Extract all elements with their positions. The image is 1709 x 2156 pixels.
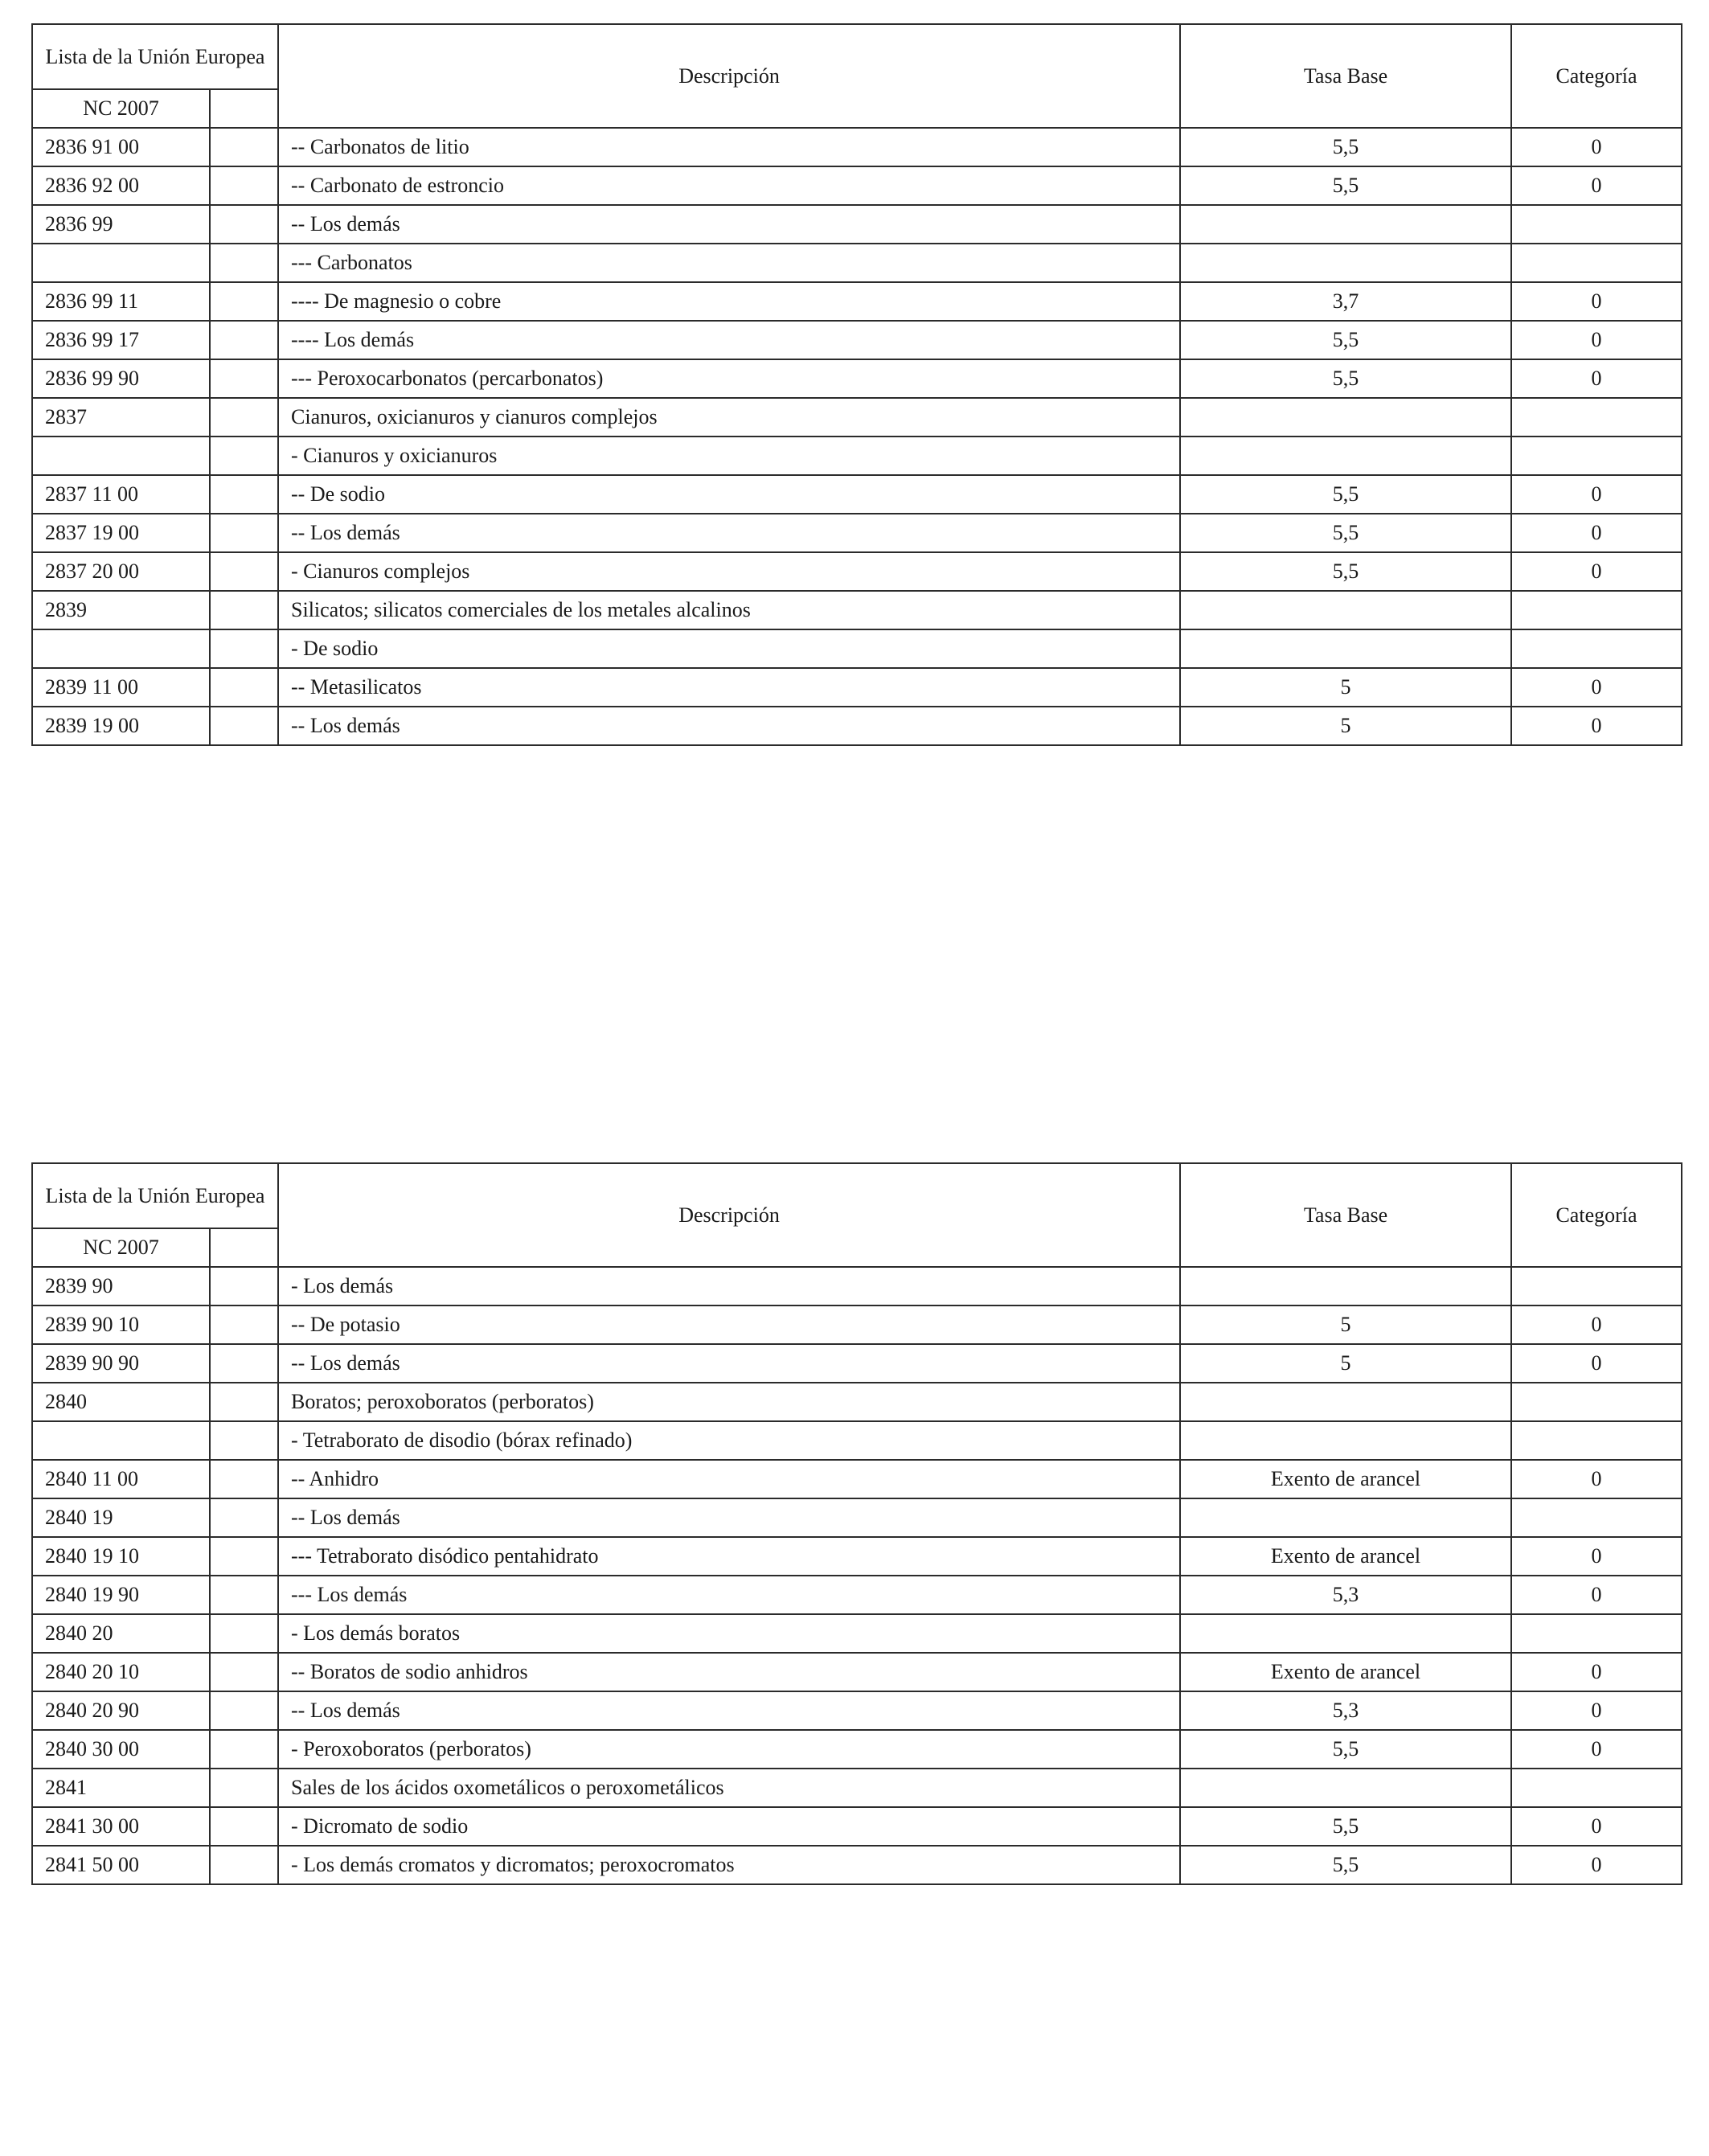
header-empty-cell bbox=[210, 1228, 278, 1267]
table-row bbox=[32, 1537, 1682, 1576]
nc-code-cell: 2840 19 bbox=[32, 1498, 210, 1537]
nc-code-cell: 2840 20 10 bbox=[32, 1653, 210, 1691]
base-rate-cell: Exento de arancel bbox=[1180, 1653, 1511, 1691]
description-cell: -- Metasilicatos bbox=[278, 668, 1180, 707]
description-cell: --- Los demás bbox=[278, 1576, 1180, 1614]
blank-cell bbox=[210, 514, 278, 552]
description-cell: -- Los demás bbox=[278, 1344, 1180, 1383]
blank-cell bbox=[210, 398, 278, 437]
nc-code-cell: 2836 99 bbox=[32, 205, 210, 244]
base-rate-cell: 5,5 bbox=[1180, 359, 1511, 398]
base-rate-cell bbox=[1180, 437, 1511, 475]
description-cell: Sales de los ácidos oxometálicos o peroxometálicos bbox=[278, 1769, 1180, 1807]
nc-code-cell: 2839 90 90 bbox=[32, 1344, 210, 1383]
table-row bbox=[32, 282, 1682, 321]
base-rate-cell: 5,5 bbox=[1180, 1807, 1511, 1846]
category-cell: 0 bbox=[1511, 552, 1682, 591]
table-row bbox=[32, 437, 1682, 475]
nc-code-cell: 2836 99 11 bbox=[32, 282, 210, 321]
category-cell bbox=[1511, 437, 1682, 475]
description-cell: -- Los demás bbox=[278, 707, 1180, 745]
category-cell: 0 bbox=[1511, 359, 1682, 398]
table-row bbox=[32, 1267, 1682, 1305]
header-empty-cell bbox=[210, 89, 278, 128]
category-cell: 0 bbox=[1511, 128, 1682, 166]
blank-cell bbox=[210, 1691, 278, 1730]
blank-cell bbox=[210, 1576, 278, 1614]
blank-cell bbox=[210, 707, 278, 745]
category-cell: 0 bbox=[1511, 282, 1682, 321]
description-cell: - Los demás cromatos y dicromatos; peroxocromatos bbox=[278, 1846, 1180, 1884]
base-rate-cell: 5,5 bbox=[1180, 1846, 1511, 1884]
header-eu-list: Lista de la Unión Europea bbox=[32, 1163, 278, 1228]
category-cell: 0 bbox=[1511, 1305, 1682, 1344]
base-rate-cell: 5,5 bbox=[1180, 321, 1511, 359]
nc-code-cell: 2836 99 17 bbox=[32, 321, 210, 359]
blank-cell bbox=[210, 244, 278, 282]
blank-cell bbox=[210, 437, 278, 475]
base-rate-cell: 5,5 bbox=[1180, 128, 1511, 166]
base-rate-cell bbox=[1180, 1421, 1511, 1460]
description-cell: -- Los demás bbox=[278, 1691, 1180, 1730]
base-rate-cell: 5,5 bbox=[1180, 552, 1511, 591]
base-rate-cell bbox=[1180, 1383, 1511, 1421]
table-row bbox=[32, 321, 1682, 359]
table-row bbox=[32, 591, 1682, 629]
category-cell: 0 bbox=[1511, 1344, 1682, 1383]
base-rate-cell: 5 bbox=[1180, 1305, 1511, 1344]
nc-code-cell: 2836 99 90 bbox=[32, 359, 210, 398]
nc-code-cell: 2840 30 00 bbox=[32, 1730, 210, 1769]
description-cell: --- Tetraborato disódico pentahidrato bbox=[278, 1537, 1180, 1576]
table-row bbox=[32, 1653, 1682, 1691]
header-row-top bbox=[32, 1163, 1682, 1228]
blank-cell bbox=[210, 1537, 278, 1576]
table-2-body bbox=[32, 1163, 1682, 1884]
table-row bbox=[32, 1691, 1682, 1730]
table-row bbox=[32, 1498, 1682, 1537]
blank-cell bbox=[210, 1498, 278, 1537]
description-cell: -- Anhidro bbox=[278, 1460, 1180, 1498]
header-category: Categoría bbox=[1511, 24, 1682, 128]
description-cell: -- Carbonato de estroncio bbox=[278, 166, 1180, 205]
description-cell: - Cianuros complejos bbox=[278, 552, 1180, 591]
table-row bbox=[32, 707, 1682, 745]
base-rate-cell: 5,5 bbox=[1180, 475, 1511, 514]
blank-cell bbox=[210, 1614, 278, 1653]
category-cell: 0 bbox=[1511, 1653, 1682, 1691]
table-row bbox=[32, 128, 1682, 166]
description-cell: - Dicromato de sodio bbox=[278, 1807, 1180, 1846]
nc-code-cell: 2841 30 00 bbox=[32, 1807, 210, 1846]
blank-cell bbox=[210, 1305, 278, 1344]
table-row bbox=[32, 475, 1682, 514]
base-rate-cell: 5,3 bbox=[1180, 1691, 1511, 1730]
category-cell: 0 bbox=[1511, 1846, 1682, 1884]
category-cell bbox=[1511, 1769, 1682, 1807]
nc-code-cell: 2837 20 00 bbox=[32, 552, 210, 591]
category-cell: 0 bbox=[1511, 1691, 1682, 1730]
table-row bbox=[32, 1614, 1682, 1653]
category-cell: 0 bbox=[1511, 475, 1682, 514]
description-cell: -- Los demás bbox=[278, 205, 1180, 244]
description-cell: Cianuros, oxicianuros y cianuros complejos bbox=[278, 398, 1180, 437]
blank-cell bbox=[210, 1846, 278, 1884]
table-row bbox=[32, 166, 1682, 205]
nc-code-cell: 2837 11 00 bbox=[32, 475, 210, 514]
category-cell bbox=[1511, 1498, 1682, 1537]
blank-cell bbox=[210, 629, 278, 668]
table-row bbox=[32, 668, 1682, 707]
description-cell: --- Carbonatos bbox=[278, 244, 1180, 282]
base-rate-cell: 5,5 bbox=[1180, 1730, 1511, 1769]
base-rate-cell bbox=[1180, 1267, 1511, 1305]
blank-cell bbox=[210, 205, 278, 244]
table-row bbox=[32, 1344, 1682, 1383]
header-eu-list: Lista de la Unión Europea bbox=[32, 24, 278, 89]
base-rate-cell: 3,7 bbox=[1180, 282, 1511, 321]
category-cell bbox=[1511, 591, 1682, 629]
header-description: Descripción bbox=[278, 1163, 1180, 1267]
category-cell bbox=[1511, 1614, 1682, 1653]
description-cell: - Tetraborato de disodio (bórax refinado) bbox=[278, 1421, 1180, 1460]
table-row bbox=[32, 1730, 1682, 1769]
blank-cell bbox=[210, 1383, 278, 1421]
nc-code-cell: 2840 11 00 bbox=[32, 1460, 210, 1498]
blank-cell bbox=[210, 668, 278, 707]
nc-code-cell: 2837 bbox=[32, 398, 210, 437]
category-cell bbox=[1511, 1421, 1682, 1460]
blank-cell bbox=[210, 1653, 278, 1691]
description-cell: -- Carbonatos de litio bbox=[278, 128, 1180, 166]
category-cell: 0 bbox=[1511, 321, 1682, 359]
description-cell: -- Los demás bbox=[278, 514, 1180, 552]
category-cell: 0 bbox=[1511, 1537, 1682, 1576]
base-rate-cell bbox=[1180, 244, 1511, 282]
nc-code-cell: 2839 19 00 bbox=[32, 707, 210, 745]
tariff-table-2 bbox=[31, 1162, 1682, 1885]
header-category: Categoría bbox=[1511, 1163, 1682, 1267]
nc-code-cell: 2839 90 10 bbox=[32, 1305, 210, 1344]
nc-code-cell: 2836 91 00 bbox=[32, 128, 210, 166]
table-row bbox=[32, 629, 1682, 668]
category-cell bbox=[1511, 629, 1682, 668]
blank-cell bbox=[210, 1421, 278, 1460]
nc-code-cell: 2840 20 90 bbox=[32, 1691, 210, 1730]
blank-cell bbox=[210, 128, 278, 166]
table-row bbox=[32, 205, 1682, 244]
blank-cell bbox=[210, 321, 278, 359]
category-cell bbox=[1511, 244, 1682, 282]
base-rate-cell: 5,3 bbox=[1180, 1576, 1511, 1614]
table-1-body bbox=[32, 24, 1682, 745]
blank-cell bbox=[210, 475, 278, 514]
nc-code-cell: 2839 90 bbox=[32, 1267, 210, 1305]
category-cell bbox=[1511, 1383, 1682, 1421]
nc-code-cell: 2841 50 00 bbox=[32, 1846, 210, 1884]
description-cell: -- De sodio bbox=[278, 475, 1180, 514]
base-rate-cell bbox=[1180, 591, 1511, 629]
nc-code-cell: 2839 11 00 bbox=[32, 668, 210, 707]
header-nc-2007: NC 2007 bbox=[32, 1228, 210, 1267]
table-row bbox=[32, 1769, 1682, 1807]
table-row bbox=[32, 1460, 1682, 1498]
table-row bbox=[32, 359, 1682, 398]
base-rate-cell: Exento de arancel bbox=[1180, 1537, 1511, 1576]
nc-code-cell: 2840 19 10 bbox=[32, 1537, 210, 1576]
description-cell: -- Los demás bbox=[278, 1498, 1180, 1537]
base-rate-cell: 5,5 bbox=[1180, 514, 1511, 552]
nc-code-cell: 2837 19 00 bbox=[32, 514, 210, 552]
blank-cell bbox=[210, 552, 278, 591]
base-rate-cell: Exento de arancel bbox=[1180, 1460, 1511, 1498]
nc-code-cell bbox=[32, 244, 210, 282]
header-base-rate: Tasa Base bbox=[1180, 24, 1511, 128]
description-cell: - De sodio bbox=[278, 629, 1180, 668]
header-row-top bbox=[32, 24, 1682, 89]
table-row bbox=[32, 1305, 1682, 1344]
base-rate-cell: 5 bbox=[1180, 668, 1511, 707]
base-rate-cell bbox=[1180, 629, 1511, 668]
category-cell: 0 bbox=[1511, 1807, 1682, 1846]
base-rate-cell bbox=[1180, 1769, 1511, 1807]
category-cell: 0 bbox=[1511, 668, 1682, 707]
nc-code-cell: 2836 92 00 bbox=[32, 166, 210, 205]
blank-cell bbox=[210, 1730, 278, 1769]
nc-code-cell bbox=[32, 1421, 210, 1460]
blank-cell bbox=[210, 1267, 278, 1305]
nc-code-cell: 2840 20 bbox=[32, 1614, 210, 1653]
blank-cell bbox=[210, 359, 278, 398]
table-row bbox=[32, 398, 1682, 437]
blank-cell bbox=[210, 1344, 278, 1383]
nc-code-cell: 2841 bbox=[32, 1769, 210, 1807]
category-cell: 0 bbox=[1511, 514, 1682, 552]
header-nc-2007: NC 2007 bbox=[32, 89, 210, 128]
base-rate-cell bbox=[1180, 398, 1511, 437]
category-cell bbox=[1511, 205, 1682, 244]
nc-code-cell: 2839 bbox=[32, 591, 210, 629]
category-cell: 0 bbox=[1511, 1460, 1682, 1498]
base-rate-cell bbox=[1180, 1498, 1511, 1537]
tariff-table-1 bbox=[31, 23, 1682, 746]
description-cell: Boratos; peroxoboratos (perboratos) bbox=[278, 1383, 1180, 1421]
category-cell: 0 bbox=[1511, 166, 1682, 205]
description-cell: - Los demás boratos bbox=[278, 1614, 1180, 1653]
header-base-rate: Tasa Base bbox=[1180, 1163, 1511, 1267]
nc-code-cell bbox=[32, 629, 210, 668]
table-row bbox=[32, 244, 1682, 282]
description-cell: ---- Los demás bbox=[278, 321, 1180, 359]
description-cell: --- Peroxocarbonatos (percarbonatos) bbox=[278, 359, 1180, 398]
category-cell bbox=[1511, 1267, 1682, 1305]
base-rate-cell: 5,5 bbox=[1180, 166, 1511, 205]
description-cell: - Peroxoboratos (perboratos) bbox=[278, 1730, 1180, 1769]
description-cell: - Los demás bbox=[278, 1267, 1180, 1305]
description-cell: -- De potasio bbox=[278, 1305, 1180, 1344]
base-rate-cell bbox=[1180, 1614, 1511, 1653]
blank-cell bbox=[210, 1460, 278, 1498]
table-row bbox=[32, 1576, 1682, 1614]
category-cell: 0 bbox=[1511, 1730, 1682, 1769]
category-cell bbox=[1511, 398, 1682, 437]
blank-cell bbox=[210, 1769, 278, 1807]
table-row bbox=[32, 1846, 1682, 1884]
description-cell: Silicatos; silicatos comerciales de los metales alcalinos bbox=[278, 591, 1180, 629]
nc-code-cell: 2840 19 90 bbox=[32, 1576, 210, 1614]
description-cell: ---- De magnesio o cobre bbox=[278, 282, 1180, 321]
table-row bbox=[32, 514, 1682, 552]
base-rate-cell: 5 bbox=[1180, 1344, 1511, 1383]
table-row bbox=[32, 1421, 1682, 1460]
blank-cell bbox=[210, 282, 278, 321]
description-cell: -- Boratos de sodio anhidros bbox=[278, 1653, 1180, 1691]
base-rate-cell bbox=[1180, 205, 1511, 244]
table-row bbox=[32, 552, 1682, 591]
blank-cell bbox=[210, 1807, 278, 1846]
blank-cell bbox=[210, 166, 278, 205]
blank-cell bbox=[210, 591, 278, 629]
base-rate-cell: 5 bbox=[1180, 707, 1511, 745]
header-description: Descripción bbox=[278, 24, 1180, 128]
table-row bbox=[32, 1807, 1682, 1846]
nc-code-cell bbox=[32, 437, 210, 475]
category-cell: 0 bbox=[1511, 1576, 1682, 1614]
description-cell: - Cianuros y oxicianuros bbox=[278, 437, 1180, 475]
nc-code-cell: 2840 bbox=[32, 1383, 210, 1421]
category-cell: 0 bbox=[1511, 707, 1682, 745]
table-row bbox=[32, 1383, 1682, 1421]
